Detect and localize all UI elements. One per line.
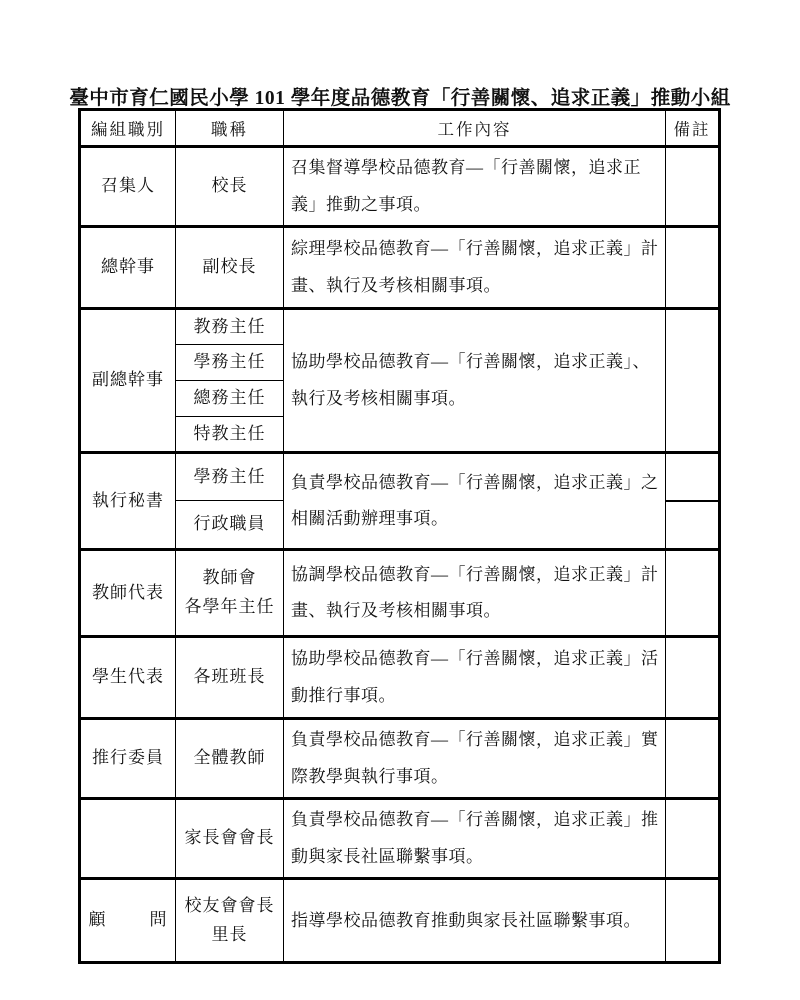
duty-cell: 負責學校品德教育—「行善關懷，追求正義」推動與家長社區聯繫事項。	[284, 799, 666, 879]
title-cell: 行政職員	[176, 501, 284, 550]
title-cell: 特教主任	[176, 417, 284, 453]
title-cell: 副校長	[176, 227, 284, 309]
table-header-row	[80, 110, 720, 147]
title-cell: 教務主任	[176, 309, 284, 345]
table-row	[80, 309, 720, 345]
remarks-cell	[666, 879, 720, 963]
remarks-cell	[666, 227, 720, 309]
table-row	[80, 637, 720, 719]
table-row	[80, 719, 720, 799]
duty-cell: 協調學校品德教育—「行善關懷，追求正義」計畫、執行及考核相關事項。	[284, 550, 666, 637]
table-row	[80, 147, 720, 227]
title-line: 校友會會長	[184, 895, 275, 915]
remarks-cell	[666, 309, 720, 453]
title-cell: 總務主任	[176, 381, 284, 417]
duty-cell: 負責學校品德教育—「行善關懷，追求正義」實際教學與執行事項。	[284, 719, 666, 799]
remarks-cell	[666, 637, 720, 719]
role-cell: 執行秘書	[80, 453, 176, 550]
header-note: 備註	[666, 110, 720, 147]
role-cell	[80, 879, 176, 963]
role-cell: 召集人	[80, 147, 176, 227]
role-cell: 教師代表	[80, 550, 176, 637]
title-cell: 學務主任	[176, 453, 284, 501]
role-label: 顧 問	[88, 910, 168, 930]
document-title: 臺中市育仁國民小學 101 學年度品德教育「行善關懷、追求正義」推動小組	[69, 88, 731, 109]
title-cell: 全體教師	[176, 719, 284, 799]
title-cell	[176, 879, 284, 963]
role-cell: 副總幹事	[80, 309, 176, 453]
duty-cell: 指導學校品德教育推動與家長社區聯繫事項。	[284, 879, 666, 963]
duty-cell: 協助學校品德教育—「行善關懷，追求正義」活動推行事項。	[284, 637, 666, 719]
title-cell: 各班班長	[176, 637, 284, 719]
table-row	[80, 799, 720, 879]
remarks-cell	[666, 501, 720, 550]
title-line: 教師會	[202, 568, 257, 588]
duty-cell: 召集督導學校品德教育—「行善關懷，追求正義」推動之事項。	[284, 147, 666, 227]
remarks-cell	[666, 799, 720, 879]
duty-cell: 協助學校品德教育—「行善關懷，追求正義」、執行及考核相關事項。	[284, 309, 666, 453]
duty-cell: 綜理學校品德教育—「行善關懷，追求正義」計畫、執行及考核相關事項。	[284, 227, 666, 309]
title-line: 各學年主任	[184, 597, 275, 617]
role-cell	[80, 799, 176, 879]
remarks-cell	[666, 719, 720, 799]
role-cell: 總幹事	[80, 227, 176, 309]
title-cell: 校長	[176, 147, 284, 227]
role-cell: 學生代表	[80, 637, 176, 719]
remarks-cell	[666, 550, 720, 637]
remarks-cell	[666, 453, 720, 501]
title-cell: 學務主任	[176, 345, 284, 381]
title-cell	[176, 550, 284, 637]
table-row	[80, 227, 720, 309]
committee-table	[78, 108, 721, 964]
duty-cell: 負責學校品德教育—「行善關懷，追求正義」之相關活動辦理事項。	[284, 453, 666, 550]
table-row	[80, 879, 720, 963]
table-row	[80, 453, 720, 501]
role-cell: 推行委員	[80, 719, 176, 799]
remarks-cell	[666, 147, 720, 227]
title-line: 里長	[211, 924, 248, 944]
header-title: 職稱	[176, 110, 284, 147]
table-row	[80, 550, 720, 637]
header-role: 編組職別	[80, 110, 176, 147]
title-cell: 家長會會長	[176, 799, 284, 879]
header-duty: 工作內容	[284, 110, 666, 147]
